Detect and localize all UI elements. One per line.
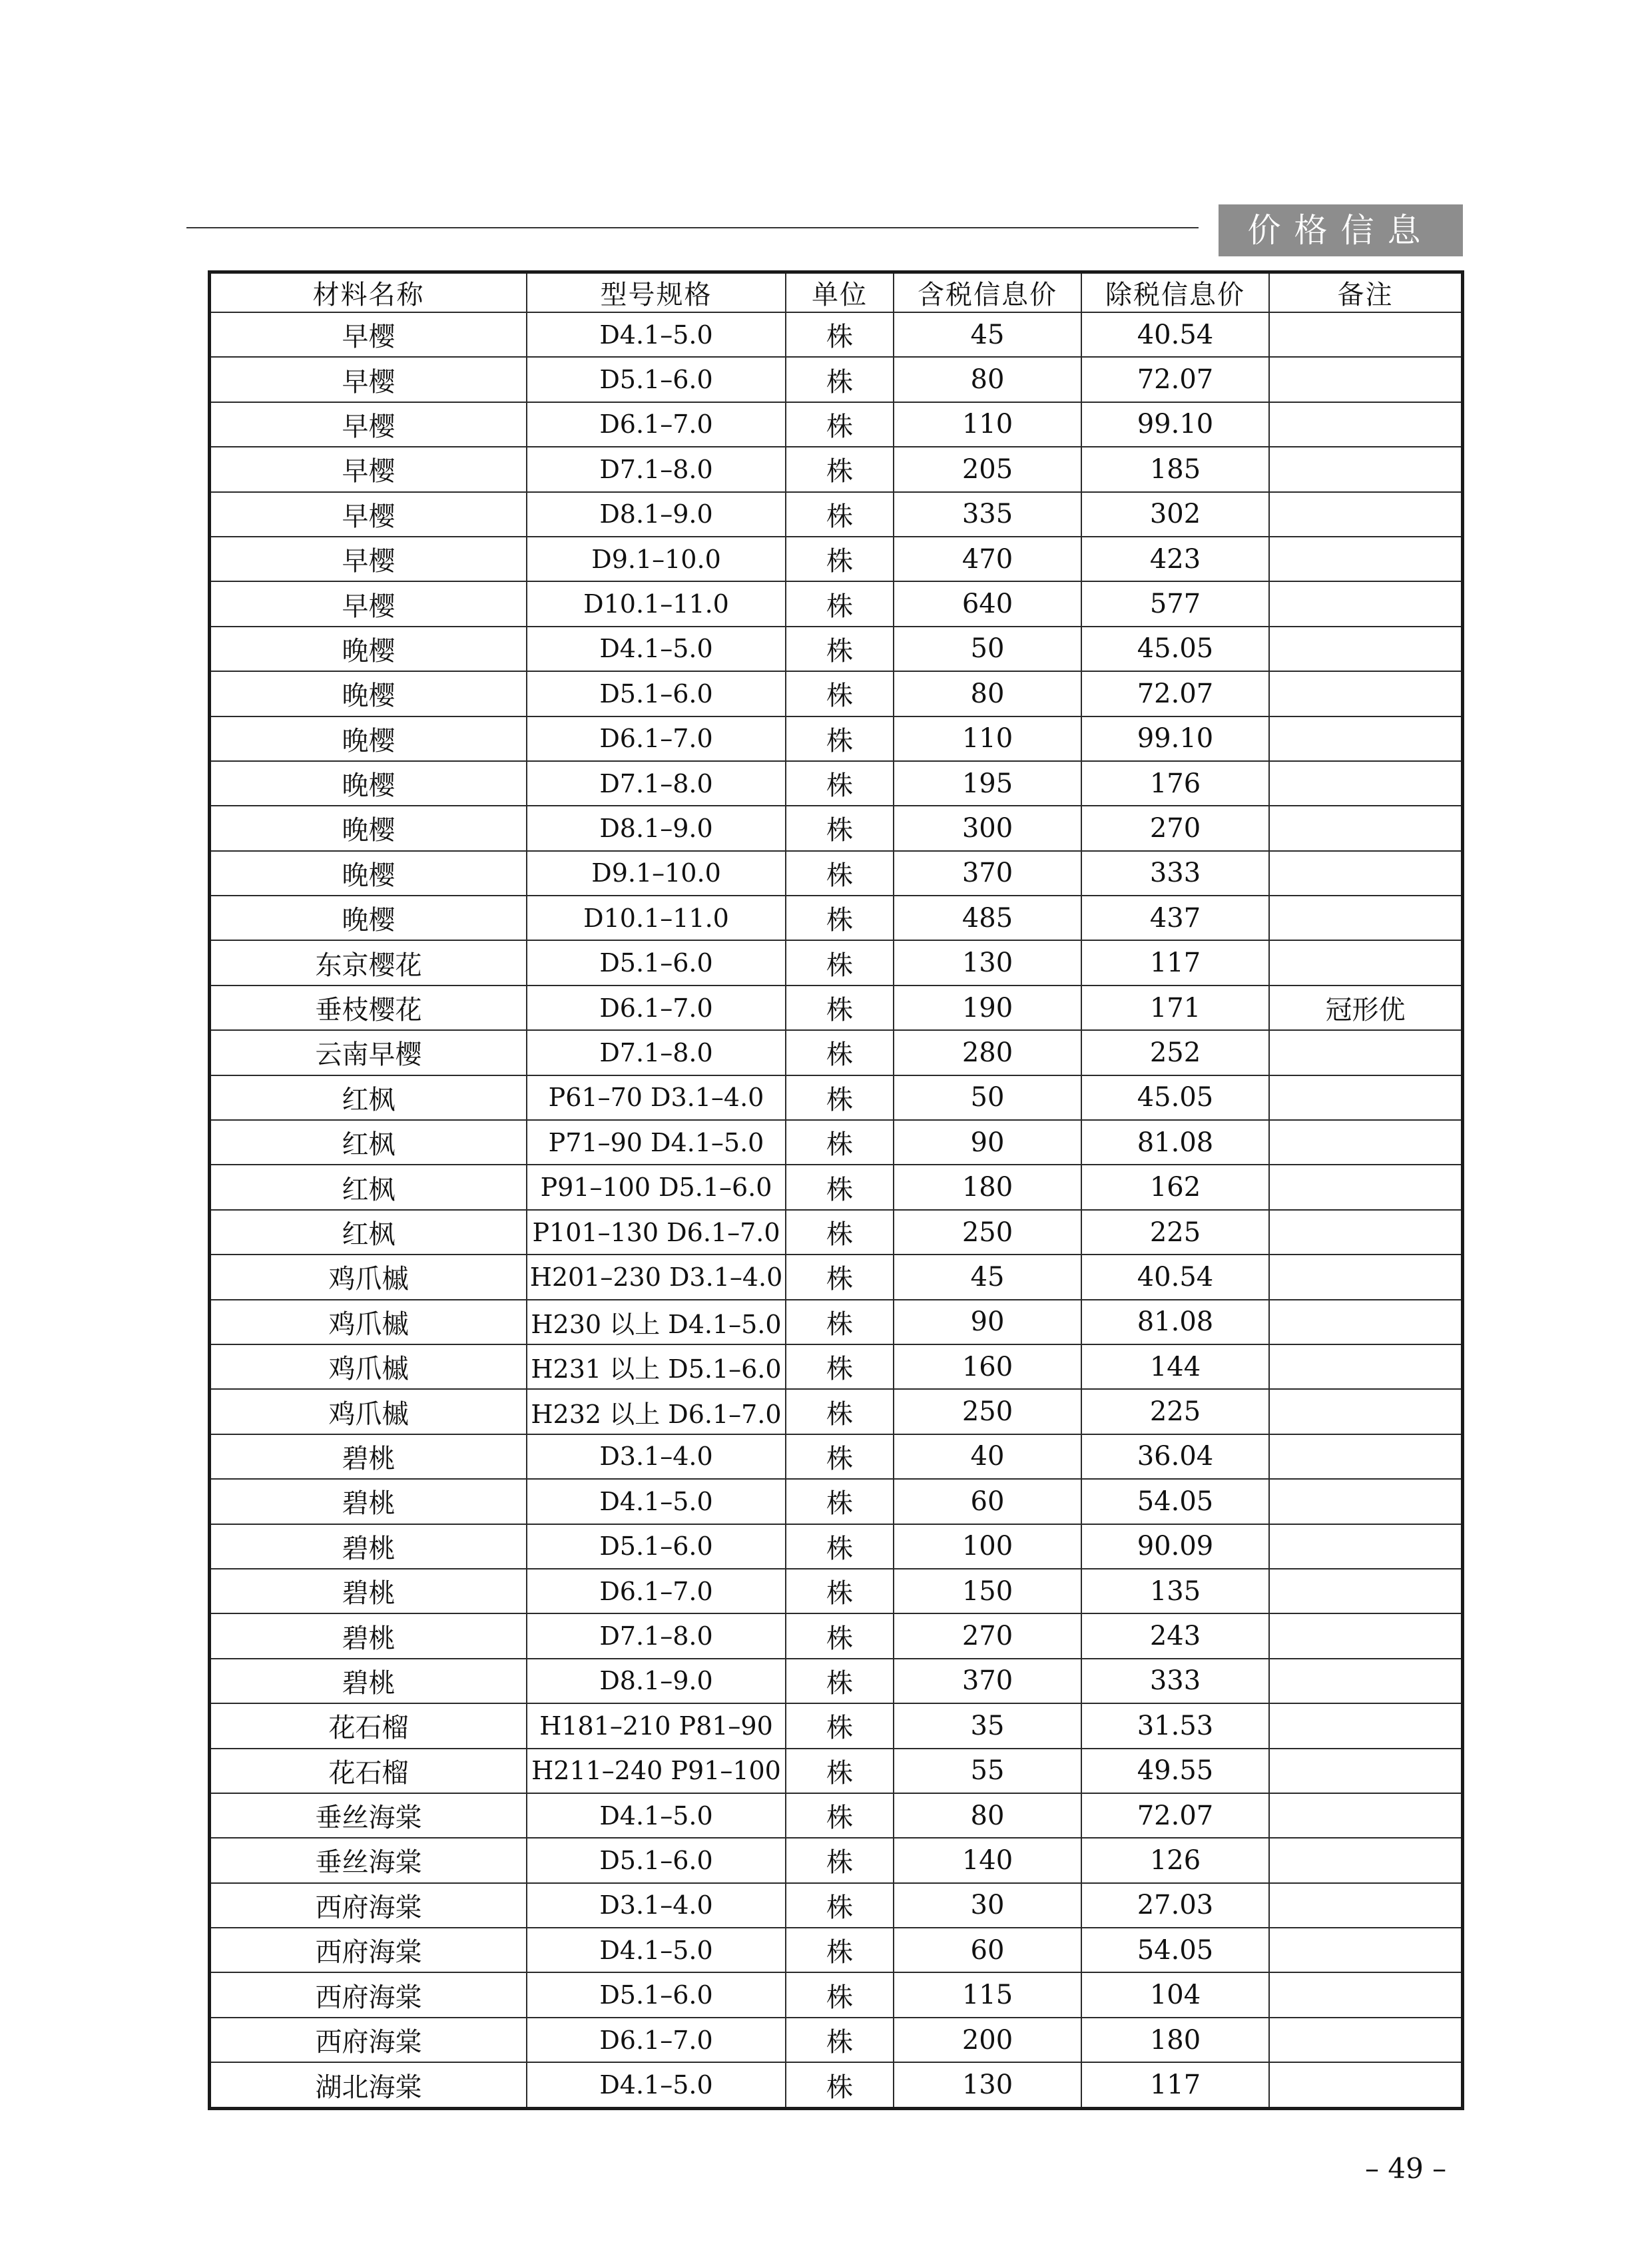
table-row: [211, 896, 1461, 940]
price-without-tax-cell: 162: [1081, 1165, 1269, 1209]
unit-cell: 株: [786, 627, 894, 671]
unit-cell: 株: [786, 671, 894, 716]
price-with-tax-cell: 50: [894, 1075, 1081, 1120]
remarks-cell: [1269, 1613, 1461, 1658]
material-name-cell: 鸡爪槭: [211, 1389, 527, 1434]
price-without-tax-cell: 49.55: [1081, 1749, 1269, 1793]
price-without-tax-cell: 104: [1081, 1972, 1269, 2017]
remarks-cell: [1269, 896, 1461, 940]
unit-cell: 株: [786, 2018, 894, 2062]
price-with-tax-cell: 300: [894, 806, 1081, 850]
price-with-tax-cell: 45: [894, 312, 1081, 357]
price-without-tax-cell: 117: [1081, 2062, 1269, 2107]
remarks-cell: [1269, 1972, 1461, 2017]
price-without-tax-cell: 176: [1081, 761, 1269, 806]
table-row: [211, 1749, 1461, 1793]
spec-cell: D9.1–10.0: [527, 537, 786, 581]
price-with-tax-cell: 190: [894, 986, 1081, 1030]
price-with-tax-cell: 30: [894, 1883, 1081, 1928]
price-with-tax-cell: 60: [894, 1479, 1081, 1524]
spec-cell: H201–230 D3.1–4.0: [527, 1255, 786, 1299]
material-name-cell: 碧桃: [211, 1613, 527, 1658]
unit-cell: 株: [786, 1389, 894, 1434]
unit-cell: 株: [786, 1749, 894, 1793]
table-row: [211, 1120, 1461, 1165]
remarks-cell: [1269, 851, 1461, 896]
price-without-tax-cell: 144: [1081, 1344, 1269, 1389]
spec-cell: D6.1–7.0: [527, 2018, 786, 2062]
price-with-tax-cell: 270: [894, 1613, 1081, 1658]
table-body: [211, 312, 1461, 2107]
spec-cell: D6.1–7.0: [527, 986, 786, 1030]
unit-cell: 株: [786, 1434, 894, 1479]
price-without-tax-cell: 180: [1081, 2018, 1269, 2062]
price-without-tax-cell: 36.04: [1081, 1434, 1269, 1479]
remarks-cell: [1269, 1524, 1461, 1569]
remarks-cell: [1269, 627, 1461, 671]
spec-cell: H231 以上 D5.1–6.0: [527, 1344, 786, 1389]
remarks-cell: [1269, 1434, 1461, 1479]
remarks-cell: [1269, 537, 1461, 581]
remarks-cell: [1269, 581, 1461, 626]
price-with-tax-cell: 60: [894, 1928, 1081, 1972]
price-with-tax-cell: 130: [894, 2062, 1081, 2107]
price-without-tax-cell: 252: [1081, 1030, 1269, 1075]
unit-cell: 株: [786, 492, 894, 537]
material-name-cell: 鸡爪槭: [211, 1344, 527, 1389]
spec-cell: H232 以上 D6.1–7.0: [527, 1389, 786, 1434]
table-row: [211, 1255, 1461, 1299]
remarks-cell: [1269, 761, 1461, 806]
table-row: [211, 581, 1461, 626]
remarks-cell: [1269, 312, 1461, 357]
table-row: [211, 1075, 1461, 1120]
table-row: [211, 1524, 1461, 1569]
unit-cell: 株: [786, 716, 894, 761]
material-name-cell: 早樱: [211, 492, 527, 537]
material-name-cell: 早樱: [211, 537, 527, 581]
price-with-tax-cell: 370: [894, 1659, 1081, 1703]
remarks-cell: [1269, 1030, 1461, 1075]
material-name-cell: 晚樱: [211, 806, 527, 850]
spec-cell: D7.1–8.0: [527, 1030, 786, 1075]
price-with-tax-cell: 250: [894, 1210, 1081, 1255]
table-row: [211, 1793, 1461, 1838]
price-without-tax-cell: 225: [1081, 1210, 1269, 1255]
price-without-tax-cell: 333: [1081, 1659, 1269, 1703]
spec-cell: D4.1–5.0: [527, 1793, 786, 1838]
price-without-tax-cell: 40.54: [1081, 1255, 1269, 1299]
unit-cell: 株: [786, 537, 894, 581]
unit-cell: 株: [786, 851, 894, 896]
table-row: [211, 1613, 1461, 1658]
price-without-tax-cell: 90.09: [1081, 1524, 1269, 1569]
unit-cell: 株: [786, 1075, 894, 1120]
spec-cell: D3.1–4.0: [527, 1434, 786, 1479]
price-without-tax-cell: 243: [1081, 1613, 1269, 1658]
unit-cell: 株: [786, 2062, 894, 2107]
table-header-row: [211, 274, 1461, 312]
spec-cell: D8.1–9.0: [527, 806, 786, 850]
price-without-tax-cell: 40.54: [1081, 312, 1269, 357]
price-without-tax-cell: 72.07: [1081, 357, 1269, 402]
remarks-cell: [1269, 1075, 1461, 1120]
price-without-tax-cell: 333: [1081, 851, 1269, 896]
column-header-price-without-tax: 除税信息价: [1081, 274, 1269, 312]
material-name-cell: 红枫: [211, 1210, 527, 1255]
table-row: [211, 447, 1461, 491]
remarks-cell: [1269, 940, 1461, 985]
price-without-tax-cell: 135: [1081, 1569, 1269, 1613]
remarks-cell: [1269, 1120, 1461, 1165]
material-name-cell: 东京樱花: [211, 940, 527, 985]
material-name-cell: 鸡爪槭: [211, 1255, 527, 1299]
column-header-remarks: 备注: [1269, 274, 1461, 312]
price-with-tax-cell: 370: [894, 851, 1081, 896]
spec-cell: D6.1–7.0: [527, 1569, 786, 1613]
material-name-cell: 花石榴: [211, 1703, 527, 1748]
spec-cell: D4.1–5.0: [527, 1479, 786, 1524]
remarks-cell: [1269, 357, 1461, 402]
remarks-cell: [1269, 1749, 1461, 1793]
table-row: [211, 1883, 1461, 1928]
spec-cell: D5.1–6.0: [527, 671, 786, 716]
spec-cell: D5.1–6.0: [527, 1838, 786, 1882]
table-row: [211, 1838, 1461, 1882]
price-without-tax-cell: 45.05: [1081, 627, 1269, 671]
price-without-tax-cell: 270: [1081, 806, 1269, 850]
spec-cell: D5.1–6.0: [527, 357, 786, 402]
price-with-tax-cell: 50: [894, 627, 1081, 671]
price-with-tax-cell: 35: [894, 1703, 1081, 1748]
remarks-cell: [1269, 671, 1461, 716]
unit-cell: 株: [786, 1928, 894, 1972]
spec-cell: D4.1–5.0: [527, 312, 786, 357]
price-with-tax-cell: 470: [894, 537, 1081, 581]
table-row: [211, 312, 1461, 357]
remarks-cell: [1269, 1659, 1461, 1703]
price-without-tax-cell: 81.08: [1081, 1300, 1269, 1344]
price-without-tax-cell: 99.10: [1081, 716, 1269, 761]
price-without-tax-cell: 577: [1081, 581, 1269, 626]
unit-cell: 株: [786, 1793, 894, 1838]
remarks-cell: [1269, 1300, 1461, 1344]
material-name-cell: 云南早樱: [211, 1030, 527, 1075]
material-name-cell: 早樱: [211, 402, 527, 447]
table-row: [211, 357, 1461, 402]
material-name-cell: 晚樱: [211, 896, 527, 940]
column-header-unit: 单位: [786, 274, 894, 312]
spec-cell: D10.1–11.0: [527, 896, 786, 940]
table-row: [211, 1434, 1461, 1479]
table-row: [211, 1300, 1461, 1344]
column-header-price-with-tax: 含税信息价: [894, 274, 1081, 312]
price-without-tax-cell: 171: [1081, 986, 1269, 1030]
spec-cell: D6.1–7.0: [527, 402, 786, 447]
spec-cell: D3.1–4.0: [527, 1883, 786, 1928]
table-row: [211, 986, 1461, 1030]
material-name-cell: 碧桃: [211, 1659, 527, 1703]
material-name-cell: 西府海棠: [211, 1883, 527, 1928]
price-with-tax-cell: 110: [894, 716, 1081, 761]
price-with-tax-cell: 180: [894, 1165, 1081, 1209]
header-rule: [186, 227, 1199, 228]
unit-cell: 株: [786, 1165, 894, 1209]
remarks-cell: [1269, 1838, 1461, 1882]
table-row: [211, 1030, 1461, 1075]
table-row: [211, 492, 1461, 537]
material-name-cell: 碧桃: [211, 1479, 527, 1524]
unit-cell: 株: [786, 1479, 894, 1524]
remarks-cell: [1269, 1344, 1461, 1389]
spec-cell: D7.1–8.0: [527, 1613, 786, 1658]
price-with-tax-cell: 195: [894, 761, 1081, 806]
material-name-cell: 晚樱: [211, 851, 527, 896]
table-row: [211, 537, 1461, 581]
spec-cell: P91–100 D5.1–6.0: [527, 1165, 786, 1209]
price-without-tax-cell: 27.03: [1081, 1883, 1269, 1928]
unit-cell: 株: [786, 357, 894, 402]
table-row: [211, 716, 1461, 761]
price-without-tax-cell: 72.07: [1081, 1793, 1269, 1838]
unit-cell: 株: [786, 312, 894, 357]
price-with-tax-cell: 90: [894, 1120, 1081, 1165]
unit-cell: 株: [786, 581, 894, 626]
spec-cell: D9.1–10.0: [527, 851, 786, 896]
material-name-cell: 西府海棠: [211, 1972, 527, 2017]
unit-cell: 株: [786, 986, 894, 1030]
remarks-cell: [1269, 1165, 1461, 1209]
spec-cell: D8.1–9.0: [527, 492, 786, 537]
table-row: [211, 1344, 1461, 1389]
price-with-tax-cell: 280: [894, 1030, 1081, 1075]
material-name-cell: 晚樱: [211, 761, 527, 806]
unit-cell: 株: [786, 1972, 894, 2017]
price-without-tax-cell: 31.53: [1081, 1703, 1269, 1748]
table-row: [211, 851, 1461, 896]
material-name-cell: 碧桃: [211, 1434, 527, 1479]
table-row: [211, 1210, 1461, 1255]
spec-cell: D5.1–6.0: [527, 940, 786, 985]
material-name-cell: 西府海棠: [211, 2018, 527, 2062]
material-name-cell: 红枫: [211, 1120, 527, 1165]
price-table: [211, 274, 1461, 2107]
page-number: – 49 –: [1365, 2152, 1447, 2185]
material-name-cell: 碧桃: [211, 1524, 527, 1569]
material-name-cell: 早樱: [211, 312, 527, 357]
material-name-cell: 晚樱: [211, 671, 527, 716]
unit-cell: 株: [786, 1613, 894, 1658]
table-row: [211, 1389, 1461, 1434]
spec-cell: D10.1–11.0: [527, 581, 786, 626]
remarks-cell: [1269, 1389, 1461, 1434]
unit-cell: 株: [786, 940, 894, 985]
remarks-cell: [1269, 1703, 1461, 1748]
remarks-cell: [1269, 716, 1461, 761]
price-table-container: [208, 270, 1464, 2110]
spec-cell: D8.1–9.0: [527, 1659, 786, 1703]
column-header-spec: 型号规格: [527, 274, 786, 312]
spec-cell: D5.1–6.0: [527, 1524, 786, 1569]
unit-cell: 株: [786, 806, 894, 850]
spec-cell: D5.1–6.0: [527, 1972, 786, 2017]
remarks-cell: [1269, 402, 1461, 447]
remarks-cell: 冠形优: [1269, 986, 1461, 1030]
price-without-tax-cell: 423: [1081, 537, 1269, 581]
material-name-cell: 晚樱: [211, 627, 527, 671]
price-without-tax-cell: 185: [1081, 447, 1269, 491]
material-name-cell: 晚樱: [211, 716, 527, 761]
table-row: [211, 1569, 1461, 1613]
remarks-cell: [1269, 492, 1461, 537]
price-with-tax-cell: 90: [894, 1300, 1081, 1344]
price-with-tax-cell: 45: [894, 1255, 1081, 1299]
material-name-cell: 红枫: [211, 1165, 527, 1209]
remarks-cell: [1269, 1479, 1461, 1524]
price-without-tax-cell: 81.08: [1081, 1120, 1269, 1165]
unit-cell: 株: [786, 1255, 894, 1299]
price-with-tax-cell: 335: [894, 492, 1081, 537]
table-row: [211, 671, 1461, 716]
price-with-tax-cell: 55: [894, 1749, 1081, 1793]
unit-cell: 株: [786, 1659, 894, 1703]
material-name-cell: 垂丝海棠: [211, 1838, 527, 1882]
unit-cell: 株: [786, 1030, 894, 1075]
price-with-tax-cell: 640: [894, 581, 1081, 626]
table-row: [211, 1972, 1461, 2017]
remarks-cell: [1269, 1793, 1461, 1838]
spec-cell: D4.1–5.0: [527, 2062, 786, 2107]
table-row: [211, 1479, 1461, 1524]
remarks-cell: [1269, 806, 1461, 850]
table-row: [211, 1165, 1461, 1209]
remarks-cell: [1269, 1883, 1461, 1928]
table-row: [211, 806, 1461, 850]
remarks-cell: [1269, 1928, 1461, 1972]
material-name-cell: 碧桃: [211, 1569, 527, 1613]
unit-cell: 株: [786, 761, 894, 806]
remarks-cell: [1269, 447, 1461, 491]
price-without-tax-cell: 437: [1081, 896, 1269, 940]
table-row: [211, 1928, 1461, 1972]
table-row: [211, 2018, 1461, 2062]
material-name-cell: 早樱: [211, 581, 527, 626]
material-name-cell: 早樱: [211, 357, 527, 402]
remarks-cell: [1269, 1210, 1461, 1255]
price-without-tax-cell: 225: [1081, 1389, 1269, 1434]
material-name-cell: 早樱: [211, 447, 527, 491]
spec-cell: D7.1–8.0: [527, 447, 786, 491]
price-with-tax-cell: 140: [894, 1838, 1081, 1882]
spec-cell: P61–70 D3.1–4.0: [527, 1075, 786, 1120]
spec-cell: H181–210 P81–90: [527, 1703, 786, 1748]
price-with-tax-cell: 80: [894, 671, 1081, 716]
table-row: [211, 402, 1461, 447]
table-row: [211, 761, 1461, 806]
price-with-tax-cell: 80: [894, 1793, 1081, 1838]
table-row: [211, 627, 1461, 671]
price-with-tax-cell: 485: [894, 896, 1081, 940]
column-header-material-name: 材料名称: [211, 274, 527, 312]
unit-cell: 株: [786, 447, 894, 491]
material-name-cell: 花石榴: [211, 1749, 527, 1793]
table-row: [211, 1703, 1461, 1748]
section-tag: 价格信息: [1219, 204, 1463, 256]
price-without-tax-cell: 54.05: [1081, 1928, 1269, 1972]
unit-cell: 株: [786, 896, 894, 940]
price-with-tax-cell: 160: [894, 1344, 1081, 1389]
price-without-tax-cell: 117: [1081, 940, 1269, 985]
material-name-cell: 垂枝樱花: [211, 986, 527, 1030]
spec-cell: D7.1–8.0: [527, 761, 786, 806]
spec-cell: D4.1–5.0: [527, 627, 786, 671]
table-row: [211, 2062, 1461, 2107]
unit-cell: 株: [786, 1703, 894, 1748]
material-name-cell: 垂丝海棠: [211, 1793, 527, 1838]
unit-cell: 株: [786, 1344, 894, 1389]
price-with-tax-cell: 130: [894, 940, 1081, 985]
unit-cell: 株: [786, 1838, 894, 1882]
remarks-cell: [1269, 2062, 1461, 2107]
price-without-tax-cell: 302: [1081, 492, 1269, 537]
price-with-tax-cell: 110: [894, 402, 1081, 447]
unit-cell: 株: [786, 402, 894, 447]
unit-cell: 株: [786, 1120, 894, 1165]
unit-cell: 株: [786, 1524, 894, 1569]
price-with-tax-cell: 200: [894, 2018, 1081, 2062]
unit-cell: 株: [786, 1883, 894, 1928]
spec-cell: H230 以上 D4.1–5.0: [527, 1300, 786, 1344]
price-with-tax-cell: 100: [894, 1524, 1081, 1569]
unit-cell: 株: [786, 1569, 894, 1613]
price-without-tax-cell: 72.07: [1081, 671, 1269, 716]
material-name-cell: 湖北海棠: [211, 2062, 527, 2107]
price-with-tax-cell: 115: [894, 1972, 1081, 2017]
material-name-cell: 红枫: [211, 1075, 527, 1120]
unit-cell: 株: [786, 1300, 894, 1344]
price-with-tax-cell: 150: [894, 1569, 1081, 1613]
price-with-tax-cell: 80: [894, 357, 1081, 402]
table-row: [211, 1659, 1461, 1703]
spec-cell: P101–130 D6.1–7.0: [527, 1210, 786, 1255]
spec-cell: D4.1–5.0: [527, 1928, 786, 1972]
price-without-tax-cell: 99.10: [1081, 402, 1269, 447]
material-name-cell: 西府海棠: [211, 1928, 527, 1972]
price-with-tax-cell: 40: [894, 1434, 1081, 1479]
price-without-tax-cell: 45.05: [1081, 1075, 1269, 1120]
remarks-cell: [1269, 1255, 1461, 1299]
material-name-cell: 鸡爪槭: [211, 1300, 527, 1344]
price-with-tax-cell: 205: [894, 447, 1081, 491]
spec-cell: D6.1–7.0: [527, 716, 786, 761]
price-without-tax-cell: 54.05: [1081, 1479, 1269, 1524]
remarks-cell: [1269, 2018, 1461, 2062]
price-with-tax-cell: 250: [894, 1389, 1081, 1434]
spec-cell: H211–240 P91–100: [527, 1749, 786, 1793]
unit-cell: 株: [786, 1210, 894, 1255]
spec-cell: P71–90 D4.1–5.0: [527, 1120, 786, 1165]
table-row: [211, 940, 1461, 985]
remarks-cell: [1269, 1569, 1461, 1613]
price-without-tax-cell: 126: [1081, 1838, 1269, 1882]
